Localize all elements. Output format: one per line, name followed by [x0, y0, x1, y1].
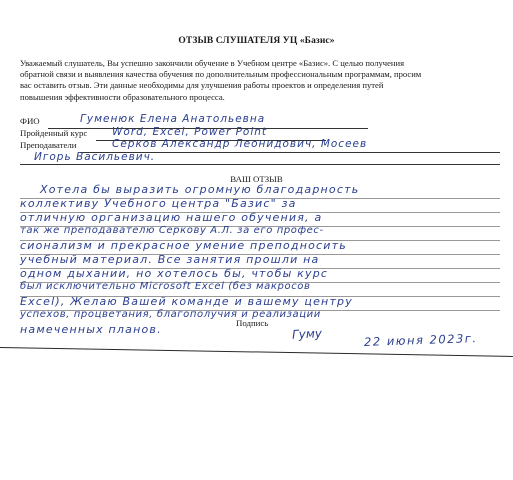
- teachers-line-2: [20, 164, 500, 165]
- page-title: ОТЗЫВ СЛУШАТЕЛЯ УЦ «Базис»: [178, 36, 335, 46]
- review-text-line: одном дыхании, но хотелось бы, чтобы курс: [20, 267, 329, 280]
- bottom-divider: [0, 347, 513, 357]
- review-text-line: Хотела бы выразить огромную благодарность: [40, 183, 360, 196]
- intro-text: [20, 58, 500, 103]
- review-text-line: коллективу Учебного центра "Базис" за: [20, 197, 297, 210]
- intro-line: вас оставить отзыв. Эти данные необходимы для улучшения работы проектов и определения путей: [20, 80, 384, 91]
- course-value: Word, Excel, Power Point: [112, 126, 268, 138]
- teachers-value-2: Игорь Васильевич.: [34, 151, 156, 163]
- fio-value: Гуменюк Елена Анатольевна: [80, 113, 266, 125]
- signature-label: Подпись: [236, 318, 269, 328]
- review-text-line: успехов, процветания, благополучия и реализации: [20, 309, 321, 320]
- review-text-line: был исключительно Microsoft Excel (без макросов: [20, 281, 311, 292]
- teachers-value-1: Серков Александр Леонидович, Мосеев: [112, 138, 368, 150]
- review-text-line: так же преподавателю Серкову А.Л. за его профес-: [20, 225, 324, 236]
- signature-date: 22 июня 2023г.: [363, 331, 478, 349]
- teachers-label: Преподаватели: [20, 140, 77, 150]
- review-text-line: учебный материал. Все занятия прошли на: [20, 253, 320, 266]
- course-label: Пройденный курс: [20, 128, 88, 138]
- review-text-line: Excel), Желаю Вашей команде и вашему центру: [20, 295, 353, 308]
- intro-line: обратной связи и выявления качества обучения по дополнительным профессиональным программам, просим: [20, 69, 422, 80]
- intro-line: Уважаемый слушатель, Вы успешно закончили обучение в Учебном центре «Базис». С целью получения: [20, 58, 405, 68]
- review-text-line: сионализм и прекрасное умение преподносить: [20, 239, 347, 252]
- intro-line: повышения эффективности образовательного процесса.: [20, 91, 225, 102]
- review-heading: ВАШ ОТЗЫВ: [230, 174, 283, 184]
- signature: Гуму: [291, 326, 323, 342]
- fio-label: ФИО: [20, 116, 40, 126]
- review-text-line: отличную организацию нашего обучения, а: [20, 211, 323, 224]
- review-text-line: намеченных планов.: [20, 323, 162, 336]
